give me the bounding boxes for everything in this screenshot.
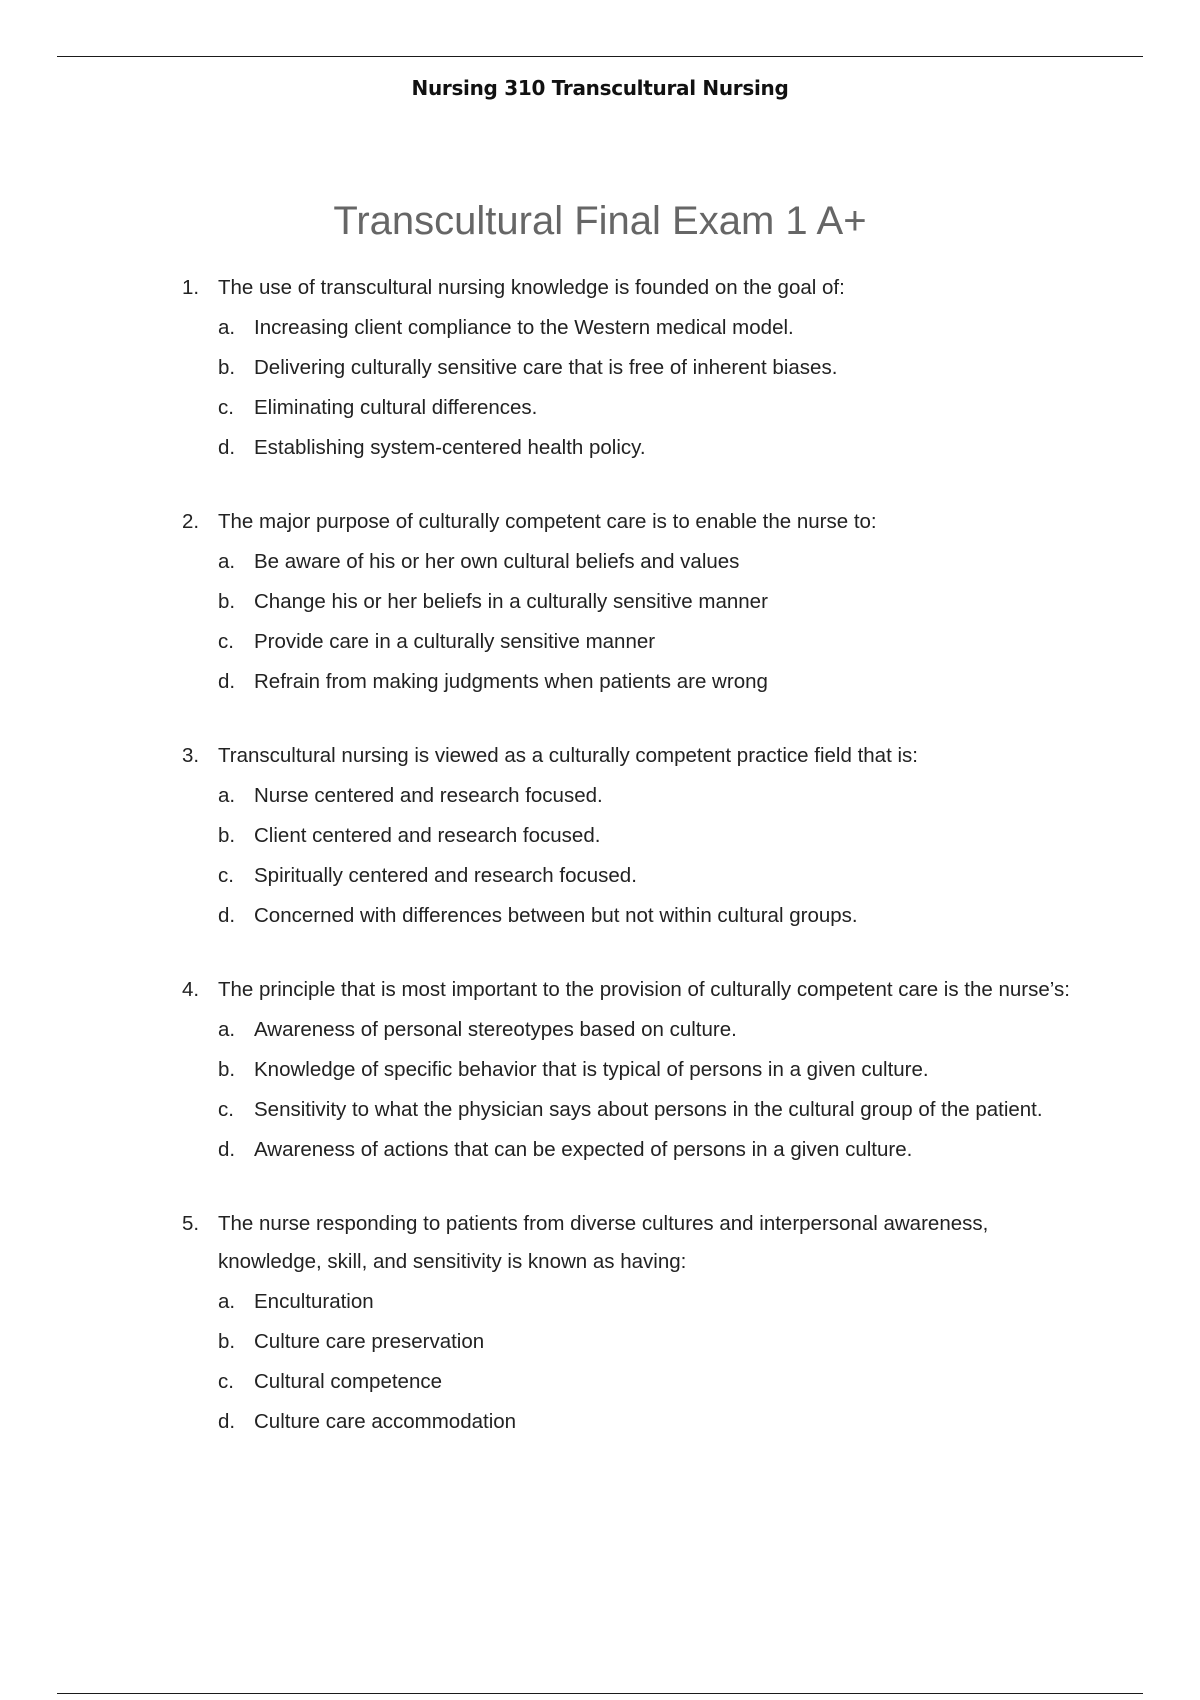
question-5 xyxy=(0,1205,1200,1441)
answer-option-b xyxy=(0,1051,1200,1089)
course-title: Nursing 310 Transcultural Nursing xyxy=(411,76,789,100)
option-text: Refrain from making judgments when patients are wrong xyxy=(254,670,768,693)
option-text: Establishing system-centered health policy. xyxy=(254,436,646,459)
answer-option-c xyxy=(0,857,1200,895)
question-2 xyxy=(0,503,1200,701)
option-text: Change his or her beliefs in a culturally sensitive manner xyxy=(254,590,768,613)
question-3 xyxy=(0,737,1200,935)
answer-option-d xyxy=(0,663,1200,701)
question-text: The principle that is most important to the provision of culturally competent care is the nurse’s: xyxy=(218,978,1070,1001)
answer-option-b xyxy=(0,817,1200,855)
answer-option-b xyxy=(0,1323,1200,1361)
option-text: Awareness of actions that can be expected of persons in a given culture. xyxy=(254,1138,913,1161)
question-stem xyxy=(0,737,1200,775)
option-letter: d. xyxy=(218,670,236,693)
question-list xyxy=(0,269,1200,1477)
option-letter: a. xyxy=(218,1018,236,1041)
option-letter: d. xyxy=(218,436,236,459)
option-text: Culture care preservation xyxy=(254,1330,485,1353)
answer-option-d xyxy=(0,429,1200,467)
question-4 xyxy=(0,971,1200,1169)
question-stem xyxy=(0,971,1200,1009)
answer-option-b xyxy=(0,349,1200,387)
option-letter: c. xyxy=(218,864,234,887)
option-letter: b. xyxy=(218,824,236,847)
answer-option-a xyxy=(0,1283,1200,1321)
document-title: Transcultural Final Exam 1 A+ xyxy=(333,199,867,243)
option-text: Be aware of his or her own cultural beliefs and values xyxy=(254,550,740,573)
question-text: Transcultural nursing is viewed as a culturally competent practice field that is: xyxy=(218,744,918,767)
question-number: 1. xyxy=(182,276,200,299)
option-letter: d. xyxy=(218,904,236,927)
question-number: 5. xyxy=(182,1212,200,1235)
answer-option-a xyxy=(0,309,1200,347)
option-letter: d. xyxy=(218,1410,236,1433)
option-text: Spiritually centered and research focused. xyxy=(254,864,637,887)
question-number: 2. xyxy=(182,510,200,533)
option-letter: a. xyxy=(218,1290,236,1313)
option-text: Eliminating cultural differences. xyxy=(254,396,538,419)
option-letter: b. xyxy=(218,1330,236,1353)
answer-option-c xyxy=(0,623,1200,661)
answer-option-d xyxy=(0,897,1200,935)
answer-option-a xyxy=(0,543,1200,581)
option-letter: a. xyxy=(218,316,236,339)
option-text: Awareness of personal stereotypes based on culture. xyxy=(254,1018,737,1041)
question-text: The nurse responding to patients from diverse cultures and interpersonal awareness, knowledge, skill, and sensitivity is known as having: xyxy=(218,1212,989,1273)
answer-option-d xyxy=(0,1131,1200,1169)
option-letter: a. xyxy=(218,784,236,807)
option-text: Increasing client compliance to the Western medical model. xyxy=(254,316,794,339)
answer-option-c xyxy=(0,1091,1200,1129)
option-letter: b. xyxy=(218,356,236,379)
answer-option-b xyxy=(0,583,1200,621)
answer-option-c xyxy=(0,389,1200,427)
header-rule xyxy=(57,56,1143,57)
option-text: Cultural competence xyxy=(254,1370,443,1393)
option-letter: c. xyxy=(218,1098,234,1121)
option-text: Culture care accommodation xyxy=(254,1410,517,1433)
option-letter: d. xyxy=(218,1138,236,1161)
option-text: Delivering culturally sensitive care that is free of inherent biases. xyxy=(254,356,838,379)
question-1 xyxy=(0,269,1200,467)
question-stem xyxy=(0,503,1200,541)
footer-rule xyxy=(57,1693,1143,1694)
answer-option-d xyxy=(0,1403,1200,1441)
option-letter: b. xyxy=(218,590,236,613)
question-number: 3. xyxy=(182,744,200,767)
option-text: Sensitivity to what the physician says about persons in the cultural group of the patient. xyxy=(254,1098,1043,1121)
question-text: The major purpose of culturally competent care is to enable the nurse to: xyxy=(218,510,877,533)
answer-option-a xyxy=(0,1011,1200,1049)
answer-option-a xyxy=(0,777,1200,815)
question-number: 4. xyxy=(182,978,200,1001)
question-text: The use of transcultural nursing knowledge is founded on the goal of: xyxy=(218,276,845,299)
option-letter: c. xyxy=(218,396,234,419)
option-text: Client centered and research focused. xyxy=(254,824,601,847)
option-letter: c. xyxy=(218,630,234,653)
option-text: Nurse centered and research focused. xyxy=(254,784,603,807)
option-letter: c. xyxy=(218,1370,234,1393)
option-letter: a. xyxy=(218,550,236,573)
option-text: Enculturation xyxy=(254,1290,374,1313)
option-text: Concerned with differences between but not within cultural groups. xyxy=(254,904,858,927)
option-text: Provide care in a culturally sensitive manner xyxy=(254,630,656,653)
answer-option-c xyxy=(0,1363,1200,1401)
question-stem xyxy=(0,1205,1200,1281)
option-letter: b. xyxy=(218,1058,236,1081)
option-text: Knowledge of specific behavior that is typical of persons in a given culture. xyxy=(254,1058,929,1081)
question-stem xyxy=(0,269,1200,307)
